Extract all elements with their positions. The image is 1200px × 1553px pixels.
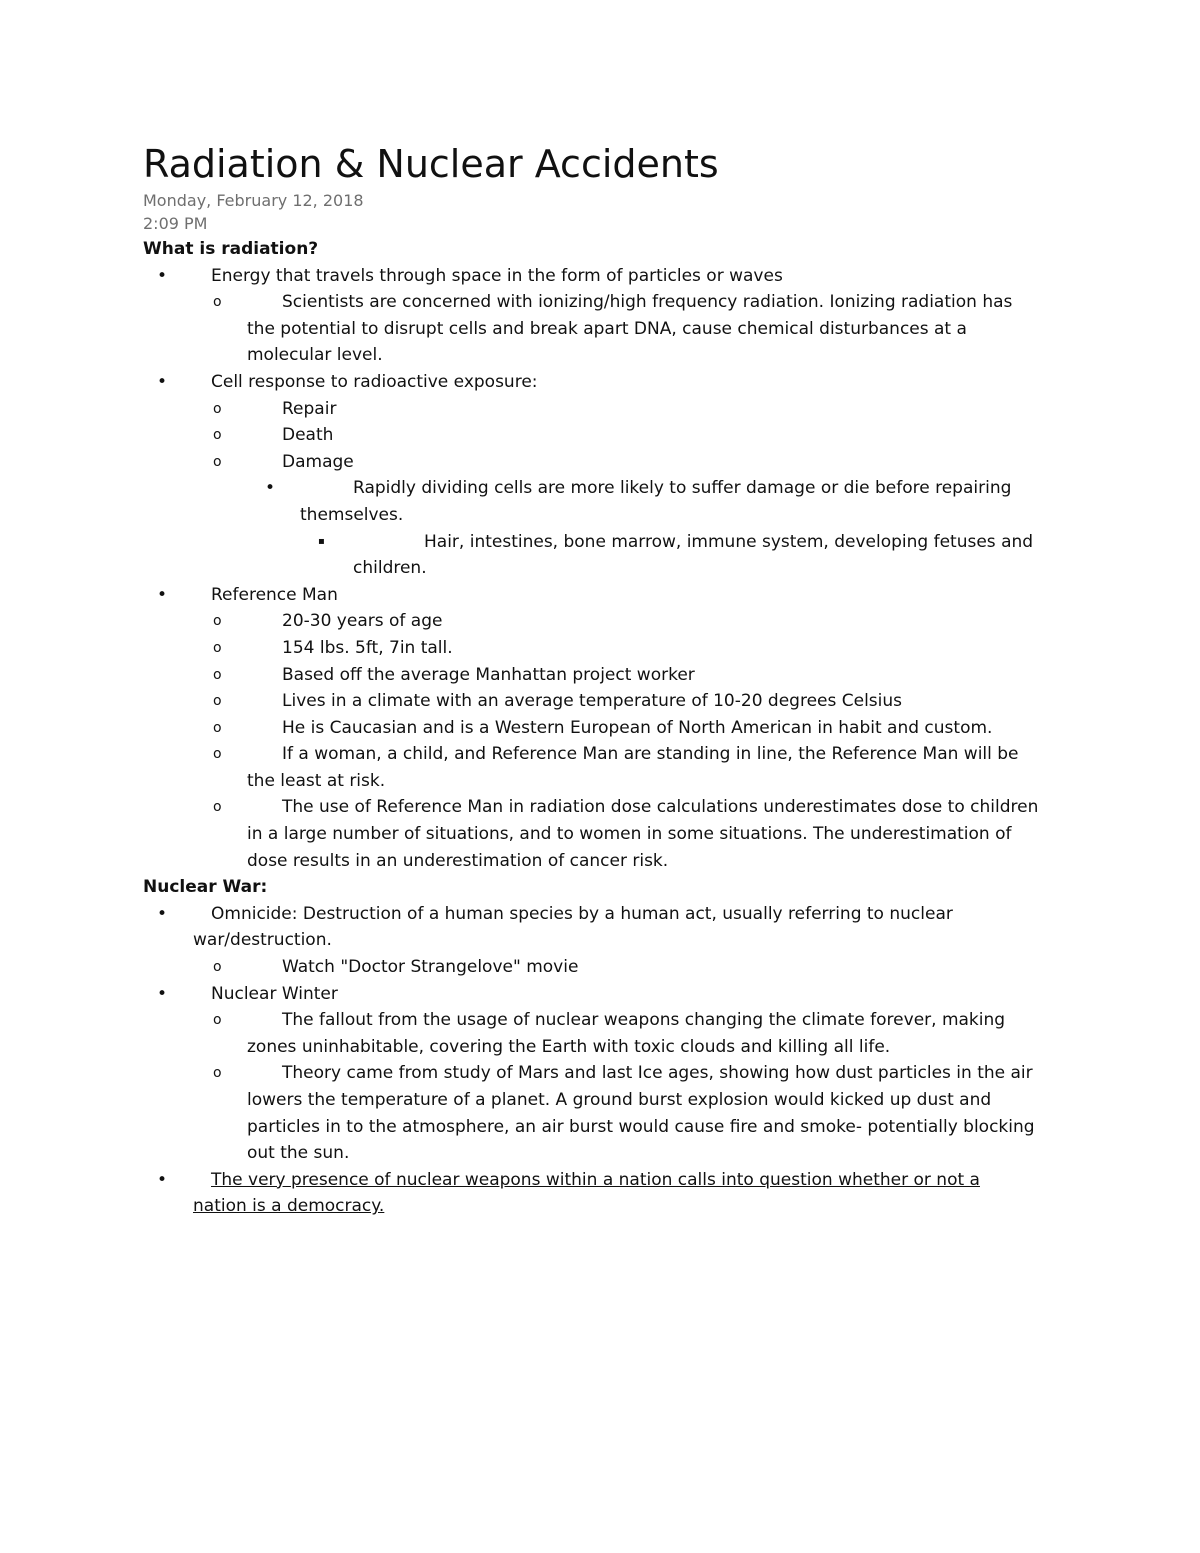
bullet-icon: •: [265, 478, 276, 499]
note-body: [0, 236, 1200, 1220]
list-item-continuation: [0, 1193, 1200, 1220]
list-item: • Cell response to radioactive exposure:: [0, 369, 1200, 396]
list-item-continuation: dose results in an underestimation of cancer risk.: [247, 850, 669, 871]
circle-bullet-icon: o: [213, 799, 222, 816]
list-item: o Theory came from study of Mars and last Ice ages, showing how dust particles in the air: [0, 1060, 1200, 1087]
list-item: o Lives in a climate with an average temperature of 10-20 degrees Celsius: [0, 688, 1200, 715]
list-item: o If a woman, a child, and Reference Man are standing in line, the Reference Man will be: [0, 741, 1200, 768]
circle-bullet-icon: o: [213, 959, 222, 976]
bullet-icon: •: [157, 584, 168, 605]
list-item: o 154 lbs. 5ft, 7in tall.: [0, 635, 1200, 662]
list-item-continuation: particles in to the atmosphere, an air burst would cause fire and smoke- potentially blocking: [247, 1116, 1035, 1137]
list-item: o Damage: [0, 449, 1200, 476]
circle-bullet-icon: o: [213, 1012, 222, 1029]
list-item-continuation: themselves.: [300, 504, 404, 525]
circle-bullet-icon: o: [213, 453, 222, 470]
list-item: o Repair: [0, 396, 1200, 423]
list-item-continuation: lowers the temperature of a planet. A ground burst explosion would kicked up dust and: [247, 1090, 992, 1110]
underlined-statement: nation is a democracy.: [193, 1196, 385, 1217]
list-item-continuation: in a large number of situations, and to women in some situations. The underestimation of: [247, 824, 1012, 845]
circle-bullet-icon: o: [213, 613, 222, 630]
circle-bullet-icon: o: [213, 294, 222, 311]
note-date: Monday, February 12, 2018: [143, 191, 364, 210]
circle-bullet-icon: o: [213, 746, 222, 763]
note-time: 2:09 PM: [143, 214, 208, 233]
list-item: • Omnicide: Destruction of a human species by a human act, usually referring to nuclear: [0, 901, 1200, 928]
list-item: • Rapidly dividing cells are more likely to suffer damage or die before repairing: [0, 475, 1200, 502]
list-item: o He is Caucasian and is a Western European of North American in habit and custom.: [0, 715, 1200, 742]
list-item-continuation: children.: [353, 558, 427, 579]
list-item: o Scientists are concerned with ionizing/high frequency radiation. Ionizing radiation has: [0, 289, 1200, 316]
list-item: ▪ Hair, intestines, bone marrow, immune system, developing fetuses and: [0, 529, 1200, 556]
list-item: • Nuclear Winter: [0, 981, 1200, 1008]
list-item: o Death: [0, 422, 1200, 449]
list-item-continuation: out the sun.: [247, 1143, 350, 1164]
list-item: o The use of Reference Man in radiation dose calculations underestimates dose to children: [0, 794, 1200, 821]
page-title: Radiation & Nuclear Accidents: [143, 142, 719, 186]
list-item: o Watch "Doctor Strangelove" movie: [0, 954, 1200, 981]
bullet-icon: •: [157, 371, 168, 392]
list-item-continuation: zones uninhabitable, covering the Earth with toxic clouds and killing all life.: [247, 1036, 891, 1057]
list-item: o 20-30 years of age: [0, 608, 1200, 635]
section-heading-nuclear-war: Nuclear War:: [143, 877, 268, 898]
list-item-continuation: the least at risk.: [247, 770, 386, 791]
list-item: o Based off the average Manhattan project worker: [0, 662, 1200, 689]
circle-bullet-icon: o: [213, 693, 222, 710]
list-item: o The fallout from the usage of nuclear weapons changing the climate forever, making: [0, 1007, 1200, 1034]
underlined-statement: The very presence of nuclear weapons within a nation calls into question whether or not a: [211, 1169, 980, 1190]
bullet-icon: •: [157, 265, 168, 286]
list-item: • Reference Man: [0, 582, 1200, 609]
list-item-continuation: the potential to disrupt cells and break apart DNA, cause chemical disturbances at a: [247, 318, 967, 339]
section-heading-radiation: What is radiation?: [143, 239, 319, 259]
bullet-icon: •: [157, 1169, 168, 1190]
list-item: • Energy that travels through space in the form of particles or waves: [0, 263, 1200, 290]
list-item-continuation: war/destruction.: [193, 930, 332, 951]
square-bullet-icon: ▪: [318, 535, 325, 547]
circle-bullet-icon: o: [213, 427, 222, 444]
circle-bullet-icon: o: [213, 1065, 222, 1082]
bullet-icon: •: [157, 983, 168, 1004]
list-item: [0, 1167, 1200, 1194]
bullet-icon: •: [157, 903, 168, 924]
circle-bullet-icon: o: [213, 639, 222, 656]
circle-bullet-icon: o: [213, 666, 222, 683]
circle-bullet-icon: o: [213, 400, 222, 417]
circle-bullet-icon: o: [213, 719, 222, 736]
list-item-continuation: molecular level.: [247, 345, 383, 366]
